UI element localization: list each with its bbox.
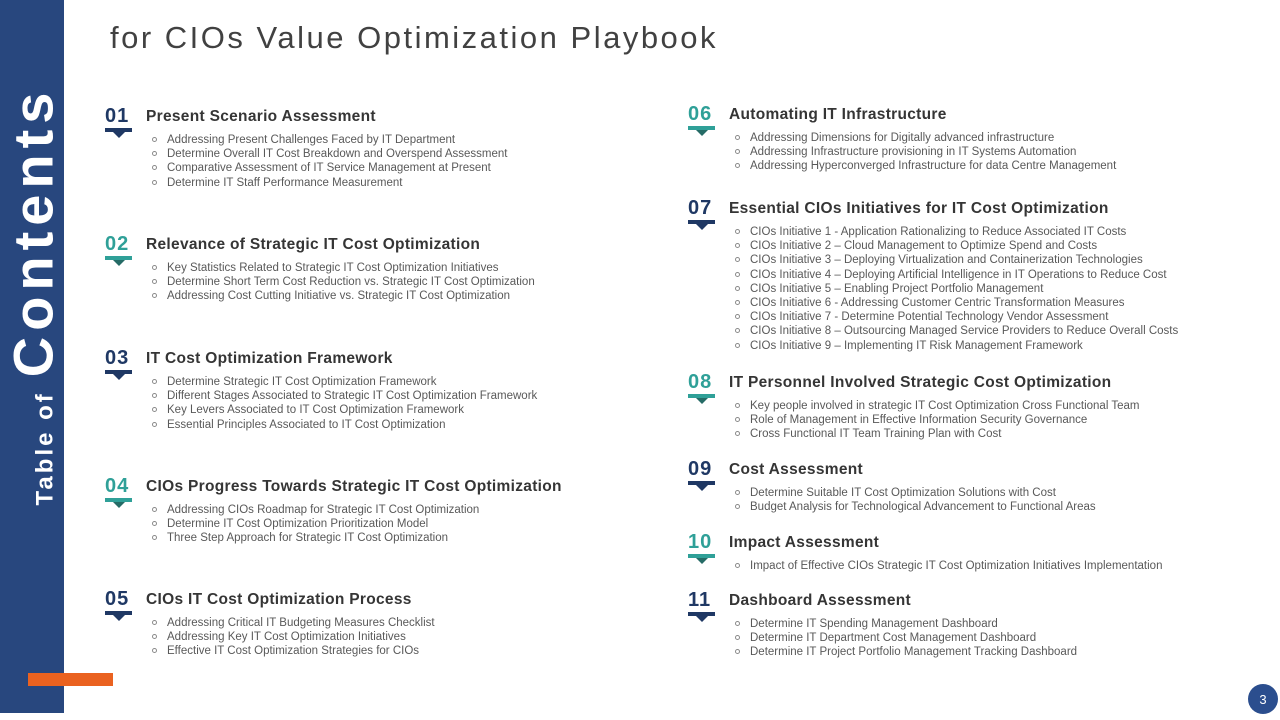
bullet-text: Determine IT Department Cost Management Dashboard xyxy=(750,632,1037,645)
toc-bullet xyxy=(729,559,1162,573)
section-number-arrow-icon xyxy=(113,260,125,266)
bullet-circle-icon xyxy=(735,635,740,640)
bullet-text: Key Statistics Related to Strategic IT Cost Optimization Initiatives xyxy=(167,262,499,274)
section-title: Dashboard Assessment xyxy=(729,592,912,609)
page-number: 3 xyxy=(1259,691,1267,707)
bullet-circle-icon xyxy=(735,243,740,248)
section-content xyxy=(146,106,507,190)
bullet-circle-icon xyxy=(152,137,157,142)
sidebar-vertical-label xyxy=(1,87,66,506)
toc-bullet xyxy=(729,239,1178,253)
section-number-arrow-icon xyxy=(696,130,708,136)
toc-bullet xyxy=(729,131,1116,145)
bullet-text: Effective IT Cost Optimization Strategies for CIOs xyxy=(167,645,420,658)
bullet-text: Addressing Key IT Cost Optimization Initiatives xyxy=(167,631,406,644)
section-title: Automating IT Infrastructure xyxy=(729,106,947,123)
orange-accent-bar xyxy=(28,673,113,686)
toc-bullet xyxy=(146,418,537,432)
bullet-circle-icon xyxy=(735,403,740,408)
toc-bullet xyxy=(729,631,1077,645)
bullet-text: Addressing Cost Cutting Initiative vs. Strategic IT Cost Optimization xyxy=(167,290,511,303)
section-content xyxy=(729,590,1077,660)
bullet-text: Cross Functional IT Team Training Plan with Cost xyxy=(750,428,1002,441)
bullet-circle-icon xyxy=(152,393,157,398)
toc-bullet xyxy=(729,253,1178,267)
bullet-circle-icon xyxy=(735,135,740,140)
bullet-text: Addressing Dimensions for Digitally advanced infrastructure xyxy=(750,132,1055,144)
toc-bullet xyxy=(146,403,537,417)
section-title: Impact Assessment xyxy=(729,534,880,551)
section-number: 05 xyxy=(105,588,130,610)
toc-bullet xyxy=(729,617,1077,631)
section-title: CIOs IT Cost Optimization Process xyxy=(146,591,412,608)
section-bullets xyxy=(729,486,1096,514)
section-number: 07 xyxy=(688,197,713,219)
bullet-text: Addressing Critical IT Budgeting Measures Checklist xyxy=(167,617,435,629)
section-bullets xyxy=(146,375,537,432)
toc-bullet xyxy=(146,161,507,175)
toc-bullet xyxy=(146,147,507,161)
toc-bullet xyxy=(146,531,562,545)
section-number-marker xyxy=(688,459,729,491)
bullet-circle-icon xyxy=(735,431,740,436)
toc-bullet xyxy=(729,324,1178,338)
bullet-text: Role of Management in Effective Information Security Governance xyxy=(750,414,1088,427)
section-title: Relevance of Strategic IT Cost Optimization xyxy=(146,236,481,253)
sidebar-label-big: Contents xyxy=(1,86,65,378)
toc-bullet xyxy=(146,389,537,403)
toc-bullet xyxy=(729,296,1178,310)
section-bullets xyxy=(146,616,435,659)
bullet-text: Determine Suitable IT Cost Optimization Solutions with Cost xyxy=(750,487,1056,499)
bullet-circle-icon xyxy=(152,379,157,384)
page-title: for CIOs Value Optimization Playbook xyxy=(110,20,719,55)
bullet-text: Determine IT Cost Optimization Prioritization Model xyxy=(167,518,429,531)
section-bullets xyxy=(146,133,507,190)
section-number-arrow-icon xyxy=(113,502,125,508)
section-content xyxy=(146,348,537,432)
toc-section xyxy=(688,459,1096,514)
section-bullets xyxy=(729,559,1162,573)
section-number-marker xyxy=(105,348,146,380)
section-bullets xyxy=(729,131,1116,174)
toc-bullet xyxy=(729,399,1139,413)
section-content xyxy=(729,532,1162,573)
toc-bullet xyxy=(729,145,1116,159)
section-title: Essential CIOs Initiatives for IT Cost Optimization xyxy=(729,200,1109,217)
bullet-text: Comparative Assessment of IT Service Management at Present xyxy=(167,162,491,175)
toc-bullet xyxy=(729,159,1116,173)
toc-bullet xyxy=(146,630,435,644)
section-content xyxy=(146,476,562,546)
section-content xyxy=(729,198,1178,353)
toc-bullet xyxy=(729,225,1178,239)
bullet-text: Addressing Present Challenges Faced by IT Department xyxy=(167,134,456,146)
bullet-circle-icon xyxy=(152,634,157,639)
toc-bullet xyxy=(729,339,1178,353)
bullet-text: Key Levers Associated to IT Cost Optimization Framework xyxy=(167,404,464,417)
bullet-circle-icon xyxy=(735,314,740,319)
bullet-text: Determine IT Project Portfolio Management Tracking Dashboard xyxy=(750,646,1078,659)
section-number-marker xyxy=(688,532,729,564)
section-number-marker xyxy=(105,106,146,138)
section-content xyxy=(729,104,1116,174)
section-number: 11 xyxy=(688,589,712,611)
bullet-text: Addressing Hyperconverged Infrastructure for data Centre Management xyxy=(750,160,1117,173)
toc-bullet xyxy=(729,427,1139,441)
bullet-circle-icon xyxy=(735,272,740,277)
section-number-arrow-icon xyxy=(696,485,708,491)
bullet-text: Budget Analysis for Technological Advancement to Functional Areas xyxy=(750,501,1096,514)
bullet-circle-icon xyxy=(735,286,740,291)
bullet-text: CIOs Initiative 4 – Deploying Artificial Intelligence in IT Operations to Reduce Cost xyxy=(750,268,1167,281)
section-number-marker xyxy=(105,589,146,621)
section-number: 01 xyxy=(105,105,130,127)
bullet-text: Determine Overall IT Cost Breakdown and Overspend Assessment xyxy=(167,148,508,161)
bullet-text: Determine IT Spending Management Dashboard xyxy=(750,618,998,630)
section-number-marker xyxy=(105,476,146,508)
page-number-badge xyxy=(1248,684,1278,714)
bullet-circle-icon xyxy=(152,151,157,156)
bullet-text: Addressing CIOs Roadmap for Strategic IT Cost Optimization xyxy=(167,504,480,516)
bullet-circle-icon xyxy=(152,620,157,625)
section-bullets xyxy=(146,261,535,304)
section-content xyxy=(729,459,1096,514)
bullet-circle-icon xyxy=(735,163,740,168)
bullet-circle-icon xyxy=(152,507,157,512)
bullet-circle-icon xyxy=(735,300,740,305)
toc-bullet xyxy=(729,268,1178,282)
section-number-marker xyxy=(688,590,729,622)
bullet-text: CIOs Initiative 6 - Addressing Customer Centric Transformation Measures xyxy=(750,297,1125,310)
bullet-text: Impact of Effective CIOs Strategic IT Cost Optimization Initiatives Implementation xyxy=(750,560,1163,572)
section-title: Cost Assessment xyxy=(729,461,864,478)
toc-section xyxy=(688,372,1139,442)
section-number-marker xyxy=(688,198,729,230)
bullet-circle-icon xyxy=(152,535,157,540)
bullet-text: CIOs Initiative 9 – Implementing IT Risk Management Framework xyxy=(750,339,1083,352)
toc-bullet xyxy=(146,261,535,275)
section-number-arrow-icon xyxy=(113,132,125,138)
bullet-text: Addressing Infrastructure provisioning in IT Systems Automation xyxy=(750,146,1077,159)
section-content xyxy=(146,589,435,659)
toc-bullet xyxy=(729,645,1077,659)
toc-bullet xyxy=(146,375,537,389)
toc-section xyxy=(688,104,1116,174)
section-content xyxy=(146,234,535,304)
section-bullets xyxy=(729,399,1139,442)
bullet-circle-icon xyxy=(152,422,157,427)
bullet-circle-icon xyxy=(152,407,157,412)
bullet-circle-icon xyxy=(152,165,157,170)
toc-bullet xyxy=(729,282,1178,296)
bullet-text: CIOs Initiative 2 – Cloud Management to Optimize Spend and Costs xyxy=(750,240,1098,253)
toc-section xyxy=(105,234,535,304)
bullet-circle-icon xyxy=(152,265,157,270)
section-title: Present Scenario Assessment xyxy=(146,108,376,125)
toc-bullet xyxy=(146,176,507,190)
bullet-text: CIOs Initiative 7 - Determine Potential Technology Vendor Assessment xyxy=(750,311,1109,324)
bullet-text: CIOs Initiative 8 – Outsourcing Managed Service Providers to Reduce Overall Costs xyxy=(750,325,1179,338)
bullet-circle-icon xyxy=(152,180,157,185)
bullet-circle-icon xyxy=(152,648,157,653)
toc-bullet xyxy=(146,517,562,531)
bullet-text: CIOs Initiative 3 – Deploying Virtualization and Containerization Technologies xyxy=(750,254,1143,267)
toc-bullet xyxy=(146,616,435,630)
section-number-arrow-icon xyxy=(696,616,708,622)
bullet-text: Key people involved in strategic IT Cost Optimization Cross Functional Team xyxy=(750,400,1140,412)
toc-bullet xyxy=(146,503,562,517)
section-number-marker xyxy=(105,234,146,266)
toc-bullet xyxy=(729,310,1178,324)
section-number-arrow-icon xyxy=(113,374,125,380)
bullet-text: CIOs Initiative 5 – Enabling Project Portfolio Management xyxy=(750,282,1044,295)
bullet-circle-icon xyxy=(152,279,157,284)
toc-bullet xyxy=(146,289,535,303)
bullet-text: Determine IT Staff Performance Measurement xyxy=(167,176,403,189)
toc-section xyxy=(105,106,507,190)
toc-section xyxy=(688,198,1178,353)
sidebar xyxy=(0,0,64,713)
bullet-circle-icon xyxy=(735,649,740,654)
section-bullets xyxy=(146,503,562,546)
section-bullets xyxy=(729,617,1077,660)
bullet-circle-icon xyxy=(735,328,740,333)
bullet-text: Determine Strategic IT Cost Optimization Framework xyxy=(167,376,437,388)
bullet-circle-icon xyxy=(735,621,740,626)
section-number: 08 xyxy=(688,371,713,393)
section-title: CIOs Progress Towards Strategic IT Cost Optimization xyxy=(146,478,562,495)
section-number: 09 xyxy=(688,458,713,480)
bullet-circle-icon xyxy=(152,293,157,298)
section-number-arrow-icon xyxy=(696,558,708,564)
section-number: 06 xyxy=(688,103,713,125)
section-number-marker xyxy=(688,372,729,404)
toc-section xyxy=(688,590,1077,660)
bullet-text: CIOs Initiative 1 - Application Rationalizing to Reduce Associated IT Costs xyxy=(750,226,1127,238)
bullet-text: Different Stages Associated to Strategic IT Cost Optimization Framework xyxy=(167,390,538,403)
section-number: 04 xyxy=(105,475,130,497)
bullet-circle-icon xyxy=(735,490,740,495)
toc-bullet xyxy=(729,500,1096,514)
bullet-circle-icon xyxy=(735,563,740,568)
section-number-arrow-icon xyxy=(696,224,708,230)
toc-bullet xyxy=(729,413,1139,427)
bullet-circle-icon xyxy=(735,149,740,154)
section-bullets xyxy=(729,225,1178,353)
toc-bullet xyxy=(729,486,1096,500)
bullet-circle-icon xyxy=(152,521,157,526)
bullet-circle-icon xyxy=(735,229,740,234)
section-number-arrow-icon xyxy=(696,398,708,404)
toc-section xyxy=(105,589,435,659)
toc-section xyxy=(688,532,1162,573)
section-number: 10 xyxy=(688,531,713,553)
bullet-circle-icon xyxy=(735,257,740,262)
section-title: IT Cost Optimization Framework xyxy=(146,350,393,367)
bullet-circle-icon xyxy=(735,343,740,348)
bullet-text: Essential Principles Associated to IT Cost Optimization xyxy=(167,418,446,431)
bullet-text: Determine Short Term Cost Reduction vs. Strategic IT Cost Optimization xyxy=(167,276,535,289)
toc-bullet xyxy=(146,644,435,658)
toc-section xyxy=(105,348,537,432)
section-number-marker xyxy=(688,104,729,136)
section-content xyxy=(729,372,1139,442)
toc-bullet xyxy=(146,133,507,147)
toc-bullet xyxy=(146,275,535,289)
bullet-text: Three Step Approach for Strategic IT Cost Optimization xyxy=(167,532,449,545)
toc-section xyxy=(105,476,562,546)
section-title: IT Personnel Involved Strategic Cost Optimization xyxy=(729,374,1112,391)
bullet-circle-icon xyxy=(735,504,740,509)
bullet-circle-icon xyxy=(735,417,740,422)
section-number-arrow-icon xyxy=(113,615,125,621)
sidebar-label-small: Table of xyxy=(31,391,59,506)
section-number: 02 xyxy=(105,233,130,255)
section-number: 03 xyxy=(105,347,130,369)
